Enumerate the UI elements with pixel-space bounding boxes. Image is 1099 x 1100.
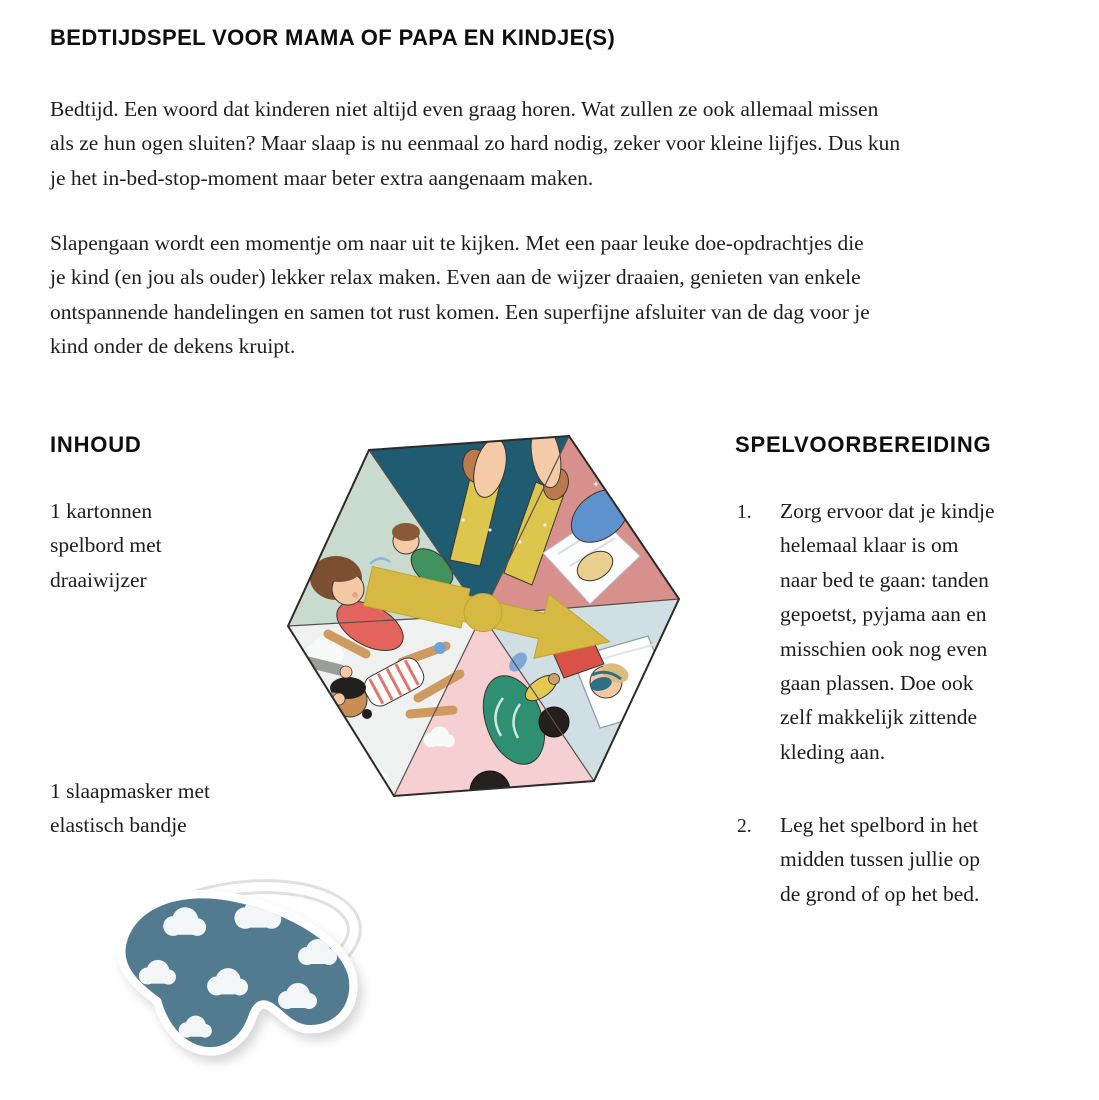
- text-line: Slapengaan wordt een momentje om naar uit te kijken. Met een paar leuke doe-opdrachtjes die: [50, 231, 864, 255]
- text-line: de grond of op het bed.: [780, 881, 980, 906]
- sleep-mask-illustration: [53, 853, 383, 1088]
- text-line: kind onder de dekens kruipt.: [50, 334, 296, 359]
- text-line: misschien ook nog even: [780, 636, 988, 661]
- preparation-step-1: [735, 494, 1055, 769]
- text-line: Bedtijd. Een woord dat kinderen niet altijd even graag horen. Wat zullen ze ook allemaal missen: [50, 97, 879, 121]
- text-line: draaiwijzer: [50, 567, 147, 592]
- text-line: 1 kartonnen: [50, 499, 153, 523]
- text-line: je het in-bed-stop-moment maar beter extra aangenaam maken.: [50, 165, 594, 190]
- mask-body: [126, 898, 350, 1050]
- inhoud-heading: INHOUD: [50, 432, 142, 457]
- intro-paragraph-2: [50, 226, 870, 364]
- text-line: als ze hun ogen sluiten? Maar slaap is nu eenmaal zo hard nodig, zeker voor kleine lijfjes. Dus kun: [50, 131, 901, 156]
- spelvoorbereiding-heading: SPELVOORBEREIDING: [735, 432, 992, 457]
- text-line: ontspannende handelingen en samen tot rust komen. Een superfijne afsluiter van de dag voor je: [50, 299, 870, 324]
- text-line: naar bed te gaan: tanden: [780, 567, 989, 592]
- text-line: gaan plassen. Doe ook: [780, 671, 974, 696]
- step-text: [780, 494, 1055, 769]
- step-number: 2.: [737, 816, 752, 837]
- intro-paragraph-1: [50, 92, 900, 195]
- spinner-game-board-illustration: [263, 416, 703, 841]
- text-line: kleding aan.: [780, 739, 886, 764]
- text-line: Zorg ervoor dat je kindje: [780, 499, 995, 523]
- inhoud-item-slaapmasker: [50, 774, 210, 843]
- step-text: [780, 808, 1055, 911]
- text-line: elastisch bandje: [50, 813, 187, 838]
- text-line: spelbord met: [50, 533, 162, 558]
- page-title: BEDTIJDSPEL VOOR MAMA OF PAPA EN KINDJE(S): [50, 25, 616, 50]
- text-line: 1 slaapmasker met: [50, 779, 211, 803]
- text-line: midden tussen jullie op: [780, 847, 981, 872]
- step-number: 1.: [737, 502, 752, 523]
- text-line: je kind (en jou als ouder) lekker relax maken. Even aan de wijzer draaien, genieten van enkele: [50, 265, 861, 290]
- text-line: zelf makkelijk zittende: [780, 705, 977, 730]
- preparation-step-2: [735, 808, 1055, 911]
- text-line: helemaal klaar is om: [780, 533, 959, 558]
- text-line: Leg het spelbord in het: [780, 813, 979, 837]
- inhoud-item-spelbord: [50, 494, 162, 597]
- text-line: gepoetst, pyjama aan en: [780, 602, 987, 627]
